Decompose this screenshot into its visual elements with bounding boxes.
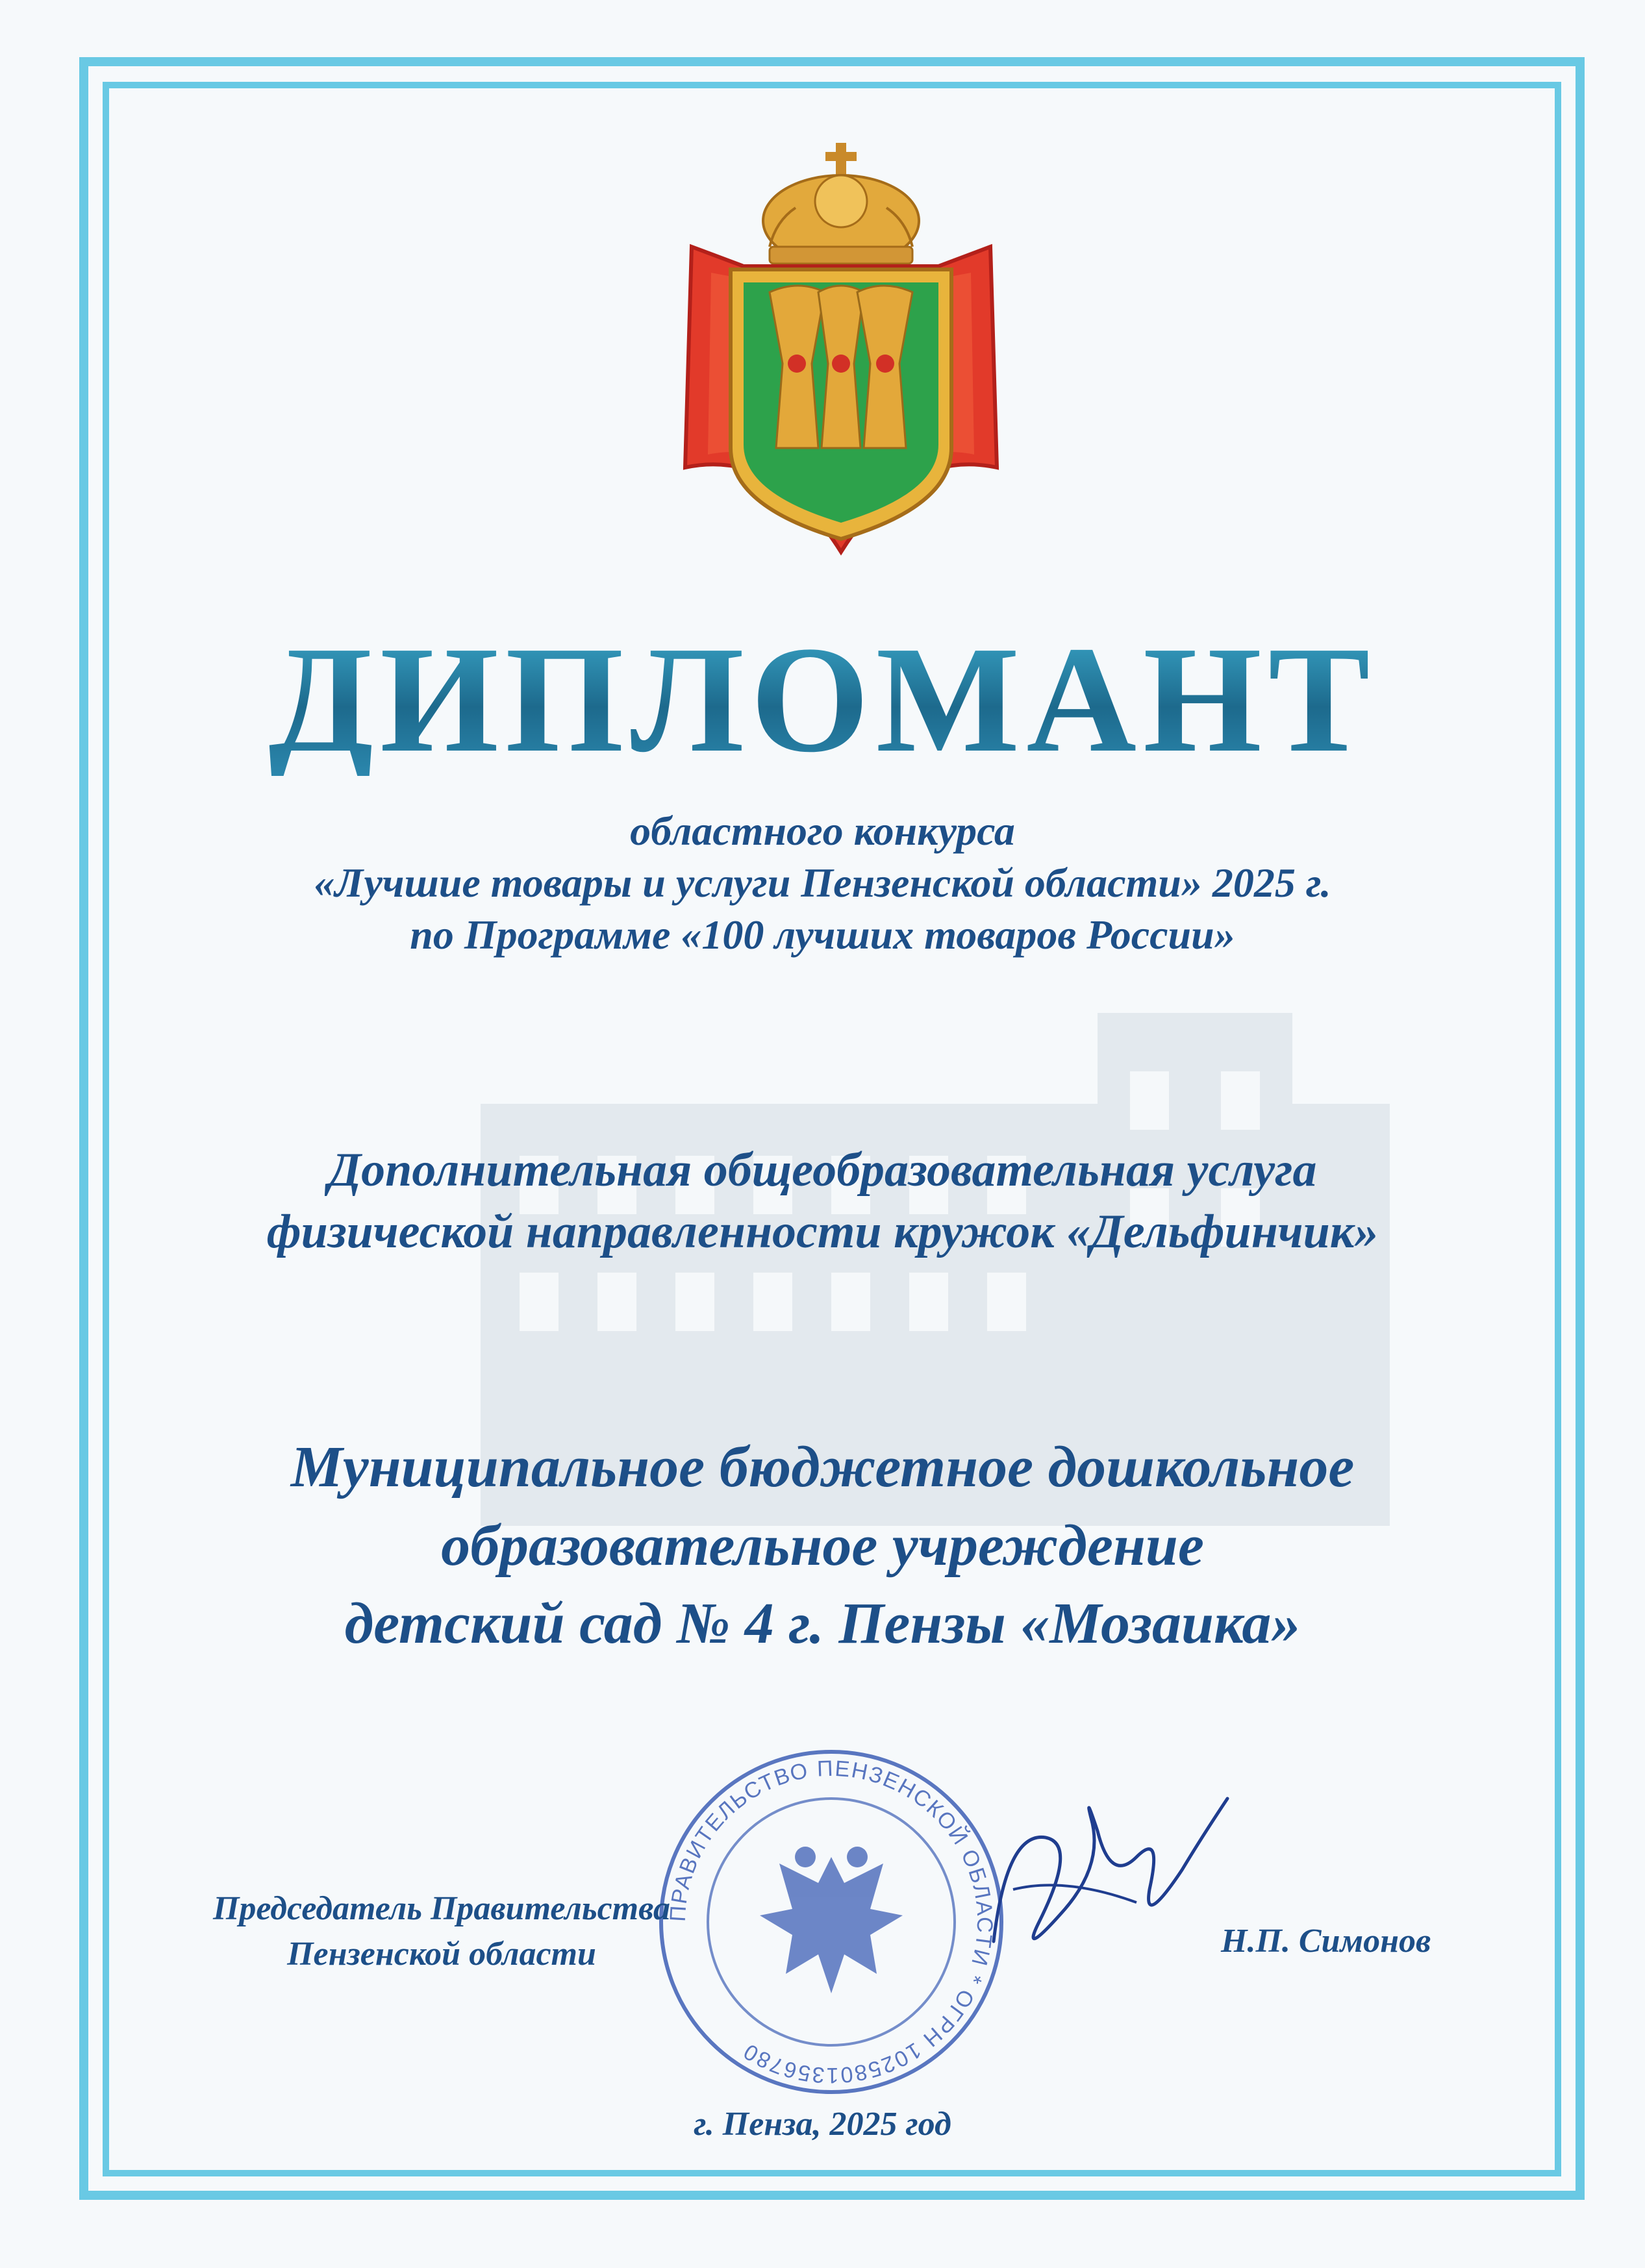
signatory-name: Н.П. Симонов xyxy=(1221,1923,1431,1960)
service-description xyxy=(0,1140,1645,1262)
subtitle-line: областного конкурса xyxy=(630,808,1015,854)
awardee-line: детский сад № 4 г. Пензы «Мозаика» xyxy=(344,1591,1301,1656)
subtitle-line: «Лучшие товары и услуги Пензенской области» 2025 г. xyxy=(314,860,1331,906)
seal-text: ПРАВИТЕЛЬСТВО ПЕНЗЕНСКОЙ ОБЛАСТИ * ОГРН 1025801356780 xyxy=(665,1756,998,2088)
coat-of-arms-icon xyxy=(672,143,1010,558)
awardee-line: образовательное учреждение xyxy=(441,1513,1204,1578)
subtitle-line: по Программе «100 лучших товаров России» xyxy=(410,912,1235,958)
awardee-line: Муниципальное бюджетное дошкольное xyxy=(290,1435,1355,1499)
signatory-title-line: Пензенской области xyxy=(287,1936,596,1973)
service-line: Дополнительная общеобразовательная услуга xyxy=(328,1143,1317,1197)
service-line: физической направленности кружок «Дельфинчик» xyxy=(266,1204,1379,1258)
signatory-title-line: Председатель Правительства xyxy=(212,1890,670,1927)
diploma-title: ДИПЛОМАНТ xyxy=(0,623,1645,776)
contest-description xyxy=(0,805,1645,961)
signatory-title xyxy=(175,1886,708,1977)
signature-icon xyxy=(968,1779,1240,1987)
place-date: г. Пенза, 2025 год xyxy=(694,2106,951,2143)
awardee-name xyxy=(0,1428,1645,1664)
